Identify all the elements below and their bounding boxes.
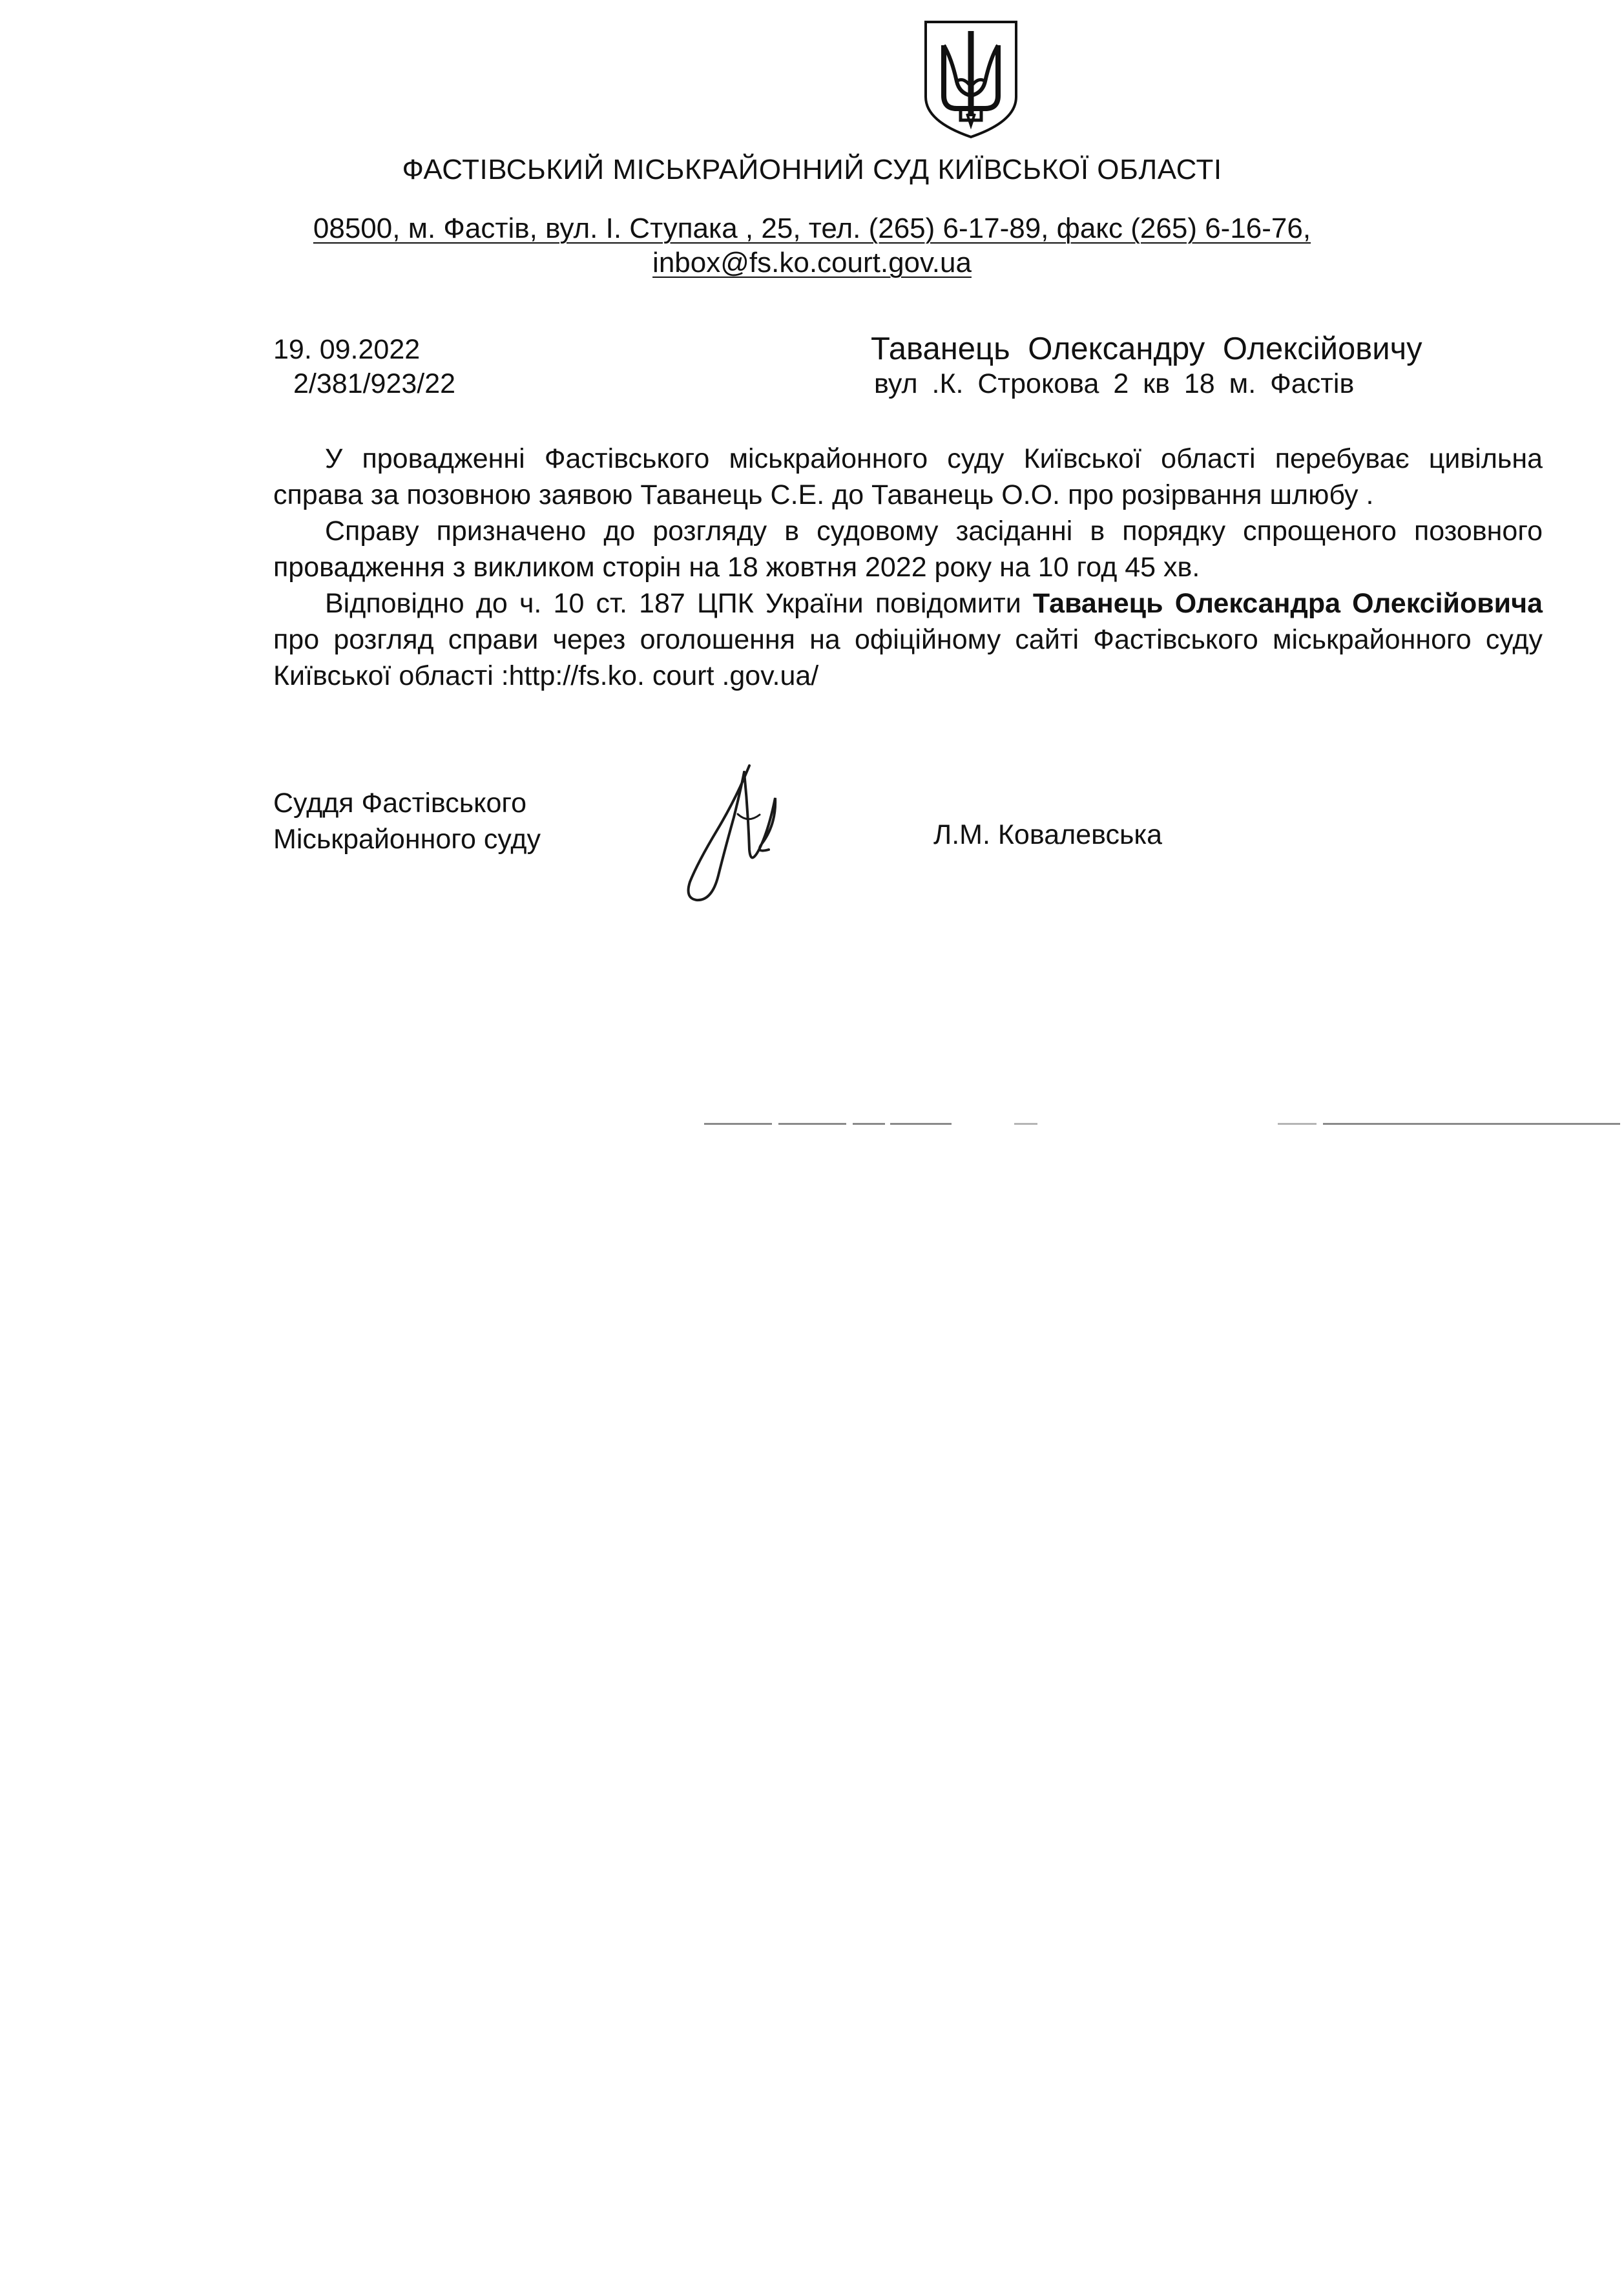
- recipient-address: вул .К. Строкова 2 кв 18 м. Фастів: [874, 368, 1355, 399]
- scan-artifact-line: [1278, 1123, 1317, 1125]
- scan-artifact-line: [778, 1123, 846, 1125]
- court-address: 08500, м. Фастів, вул. І. Ступака , 25, тел. (265) 6-17-89, факс (265) 6-16-76,: [313, 213, 1311, 244]
- court-name-heading: ФАСТІВСЬКИЙ МІСЬКРАЙОННИЙ СУД КИЇВСЬКОЇ ОБЛАСТІ: [402, 154, 1222, 185]
- scan-artifact-line: [853, 1123, 885, 1125]
- letter-body: [273, 441, 1543, 694]
- recipient-name: Таванець Олександру Олексійовичу: [871, 331, 1422, 366]
- defendant-name: Таванець Олександра Олексійовича: [1032, 588, 1543, 619]
- judge-name: Л.М. Ковалевська: [933, 819, 1163, 850]
- body-paragraph-1: У провадженні Фастівського міськрайонного суду Київської області перебуває цивільна справа за позовною заявою Таванець С.Е. до Таванець О.О. про розірвання шлюбу .: [273, 443, 1543, 510]
- handwritten-signature: [672, 753, 788, 908]
- body-paragraph-3: [273, 585, 1543, 694]
- judge-title-line-2: Міськрайонного суду: [273, 824, 541, 855]
- letter-date: 19. 09.2022: [273, 334, 421, 365]
- judge-title: [273, 785, 541, 857]
- judge-title-line-1: Суддя Фастівського: [273, 788, 527, 819]
- body-paragraph-3-end: про розгляд справи через оголошення на офіційному сайті Фастівського міськрайонного суду Київської області :http://fs.ko. court .gov.ua/: [273, 624, 1543, 691]
- case-number: 2/381/923/22: [293, 368, 456, 399]
- trident-coat-of-arms-icon: [922, 19, 1020, 140]
- body-paragraph-2: Справу призначено до розгляду в судовому засіданні в порядку спрощеного позовного провадження з викликом сторін на 18 жовтня 2022 року на 10 год 45 хв.: [273, 516, 1543, 583]
- scan-artifact-line: [704, 1123, 772, 1125]
- court-email: inbox@fs.ko.court.gov.ua: [652, 247, 972, 278]
- scan-artifact-line: [1014, 1123, 1037, 1125]
- scan-artifact-line: [890, 1123, 952, 1125]
- body-paragraph-3-start: Відповідно до ч. 10 ст. 187 ЦПК України повідомити: [325, 588, 1033, 619]
- scan-artifact-line: [1323, 1123, 1620, 1125]
